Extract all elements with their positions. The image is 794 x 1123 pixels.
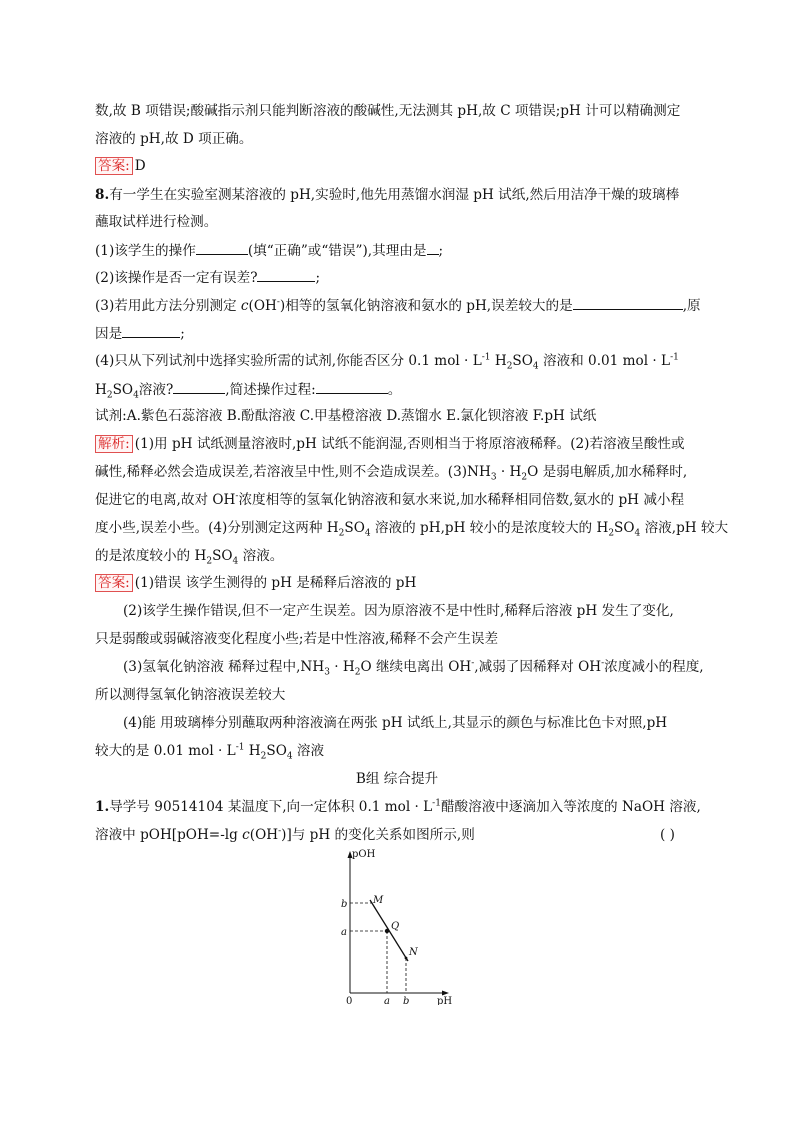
q8-p1-text-b: (填“正确”或“错误”),其理由是 bbox=[247, 243, 427, 259]
q1-text-d: )]与 pH 的变化关系如图所示,则 bbox=[281, 827, 475, 843]
q1-text-a: 导学号 90514104 某温度下,向一定体积 0.1 mol · L bbox=[109, 799, 433, 815]
q8-p3-text-d: ,原 bbox=[682, 298, 701, 314]
q8-answer-text-1: (1)错误 该学生测得的 pH 是稀释后溶液的 pH bbox=[134, 575, 417, 591]
q8-p4-end: 。 bbox=[387, 382, 402, 398]
q1-text-b: 醋酸溶液中逐滴加入等浓度的 NaOH 溶液, bbox=[440, 799, 701, 815]
q8-p2-end: ; bbox=[315, 270, 321, 286]
q8-part-3 bbox=[95, 296, 701, 315]
answer-tag-2: 答案: bbox=[95, 574, 133, 592]
q8-part-1 bbox=[95, 241, 443, 260]
q8-part-4-b bbox=[95, 380, 401, 399]
q8-ans3-sub2: 2 bbox=[354, 667, 361, 678]
point-q bbox=[385, 929, 389, 933]
q8-p4-sub4-b: 4 bbox=[133, 390, 139, 401]
q8-analysis-2 bbox=[95, 463, 687, 481]
q8-analysis-text-3b: 浓度相等的氢氧化钠溶液和氨水来说,加水稀释相同倍数,氨水的 pH 减小程 bbox=[238, 492, 685, 508]
q8-ans3-sup: - bbox=[471, 658, 475, 669]
q8-p3-text: (3)若用此方法分别测定 bbox=[95, 298, 241, 314]
q1-text-c: 溶液中 pOH[pOH=-lg bbox=[95, 827, 243, 843]
q8-ans4-so: SO bbox=[266, 743, 287, 759]
prev-answer bbox=[95, 157, 146, 175]
q8-an4-sub2: 2 bbox=[338, 528, 345, 539]
q8-p3-text-b: )相等的氢氧化钠溶液和氨水的 pH,误差较大的是 bbox=[279, 298, 573, 314]
q8-answer-1 bbox=[95, 574, 416, 592]
q8-p4-so: SO bbox=[512, 353, 533, 369]
q1-c: c bbox=[242, 827, 250, 843]
q8-p3-text-e: 因是 bbox=[95, 326, 123, 342]
q8-reagents: 试剂:A.紫色石蕊溶液 B.酚酞溶液 C.甲基橙溶液 D.蒸馏水 E.氯化钡溶液 F.pH 试纸 bbox=[95, 408, 597, 424]
poh-ph-graph bbox=[335, 845, 460, 1005]
q1-sup-2: - bbox=[278, 826, 282, 837]
q8-an4-so: SO bbox=[344, 520, 365, 536]
q8-p4-h: H bbox=[490, 353, 507, 369]
q8-p4-sup-2: -1 bbox=[670, 352, 679, 363]
q8-p4-text: (4)只从下列试剂中选择实验所需的试剂,你能否区分 0.1 mol · L bbox=[95, 353, 482, 369]
q8-part-2 bbox=[95, 268, 320, 287]
q8-ans3-h: · H bbox=[329, 659, 355, 675]
q8-analysis-text-2: 碱性,稀释必然会造成误差,若溶液呈中性,则不会造成误差。(3)NH bbox=[95, 464, 491, 480]
tick-a-y: a bbox=[341, 927, 347, 938]
q1-line-2 bbox=[95, 826, 705, 844]
q8-p4-text-e: 溶液? bbox=[138, 382, 174, 398]
q8-p4-h2: H bbox=[95, 382, 107, 398]
q8-answer-2b: 只是弱酸或弱碱溶液变化程度小些;若是中性溶液,稀释不会产生误差 bbox=[95, 631, 499, 647]
q1-number: 1. bbox=[95, 799, 110, 815]
q8-p4-sub2-b: 2 bbox=[106, 390, 113, 401]
q8-answer-3b: 所以测得氢氧化钠溶液误差较大 bbox=[95, 687, 286, 703]
q8-analysis-text-5a: 的是浓度较小的 H bbox=[95, 548, 207, 564]
q8-analysis-text-4a: 度小些,误差小些。(4)分别测定这两种 H bbox=[95, 520, 339, 536]
q8-p2-text: (2)该操作是否一定有误差? bbox=[95, 270, 258, 286]
q8-answer-2a: (2)该学生操作错误,但不一定产生误差。因为原溶液不是中性时,稀释后溶液 pH 发生了变化, bbox=[123, 603, 674, 619]
q8-p1-text: (1)该学生的操作 bbox=[95, 243, 196, 259]
q8-analysis-text-1: (1)用 pH 试纸测量溶液时,pH 试纸不能润湿,否则相当于将原溶液稀释。(2)若溶液呈酸性或 bbox=[134, 436, 685, 452]
q8-analysis-text-5b: 溶液。 bbox=[238, 548, 284, 564]
q8-ans4-sub4: 4 bbox=[286, 751, 293, 762]
q8-an-sub3: 3 bbox=[490, 472, 497, 483]
q8-ans3-text-b: O 继续电离出 OH bbox=[360, 659, 472, 675]
q8-analysis-5 bbox=[95, 547, 283, 565]
q8-an4-sub4-b: 4 bbox=[634, 528, 641, 539]
q8-analysis-text-4c: 溶液,pH 较大 bbox=[640, 520, 729, 536]
q8-ans3-text-d: 浓度减小的程度, bbox=[604, 659, 704, 675]
q8-stem-2: 蘸取试样进行检测。 bbox=[95, 214, 218, 230]
origin-label: 0 bbox=[346, 996, 353, 1005]
answer-parenthesis[interactable]: ( ) bbox=[660, 827, 675, 843]
q8-p4-sub2: 2 bbox=[506, 361, 513, 372]
point-n bbox=[405, 957, 408, 960]
y-axis-label: pOH bbox=[352, 849, 376, 860]
label-n: N bbox=[409, 947, 418, 958]
answer-tag: 答案: bbox=[95, 157, 133, 175]
q8-analysis-4 bbox=[95, 519, 728, 537]
q8-ans4-h: H bbox=[244, 743, 261, 759]
q8-ans3-sub3: 3 bbox=[324, 667, 330, 678]
label-q: Q bbox=[391, 921, 400, 932]
q8-p1-reason-blank[interactable] bbox=[427, 241, 439, 255]
q8-p4-blank[interactable] bbox=[173, 380, 225, 394]
q8-p3-c: c bbox=[240, 298, 249, 314]
q8-number: 8. bbox=[95, 187, 110, 203]
q8-part-4 bbox=[95, 352, 679, 370]
label-m: M bbox=[373, 895, 384, 906]
q8-p1-end: ; bbox=[438, 243, 444, 259]
x-axis-label: pH bbox=[437, 996, 453, 1005]
q8-part-3-b bbox=[95, 324, 185, 343]
q8-ans3-sup-2: - bbox=[601, 658, 605, 669]
prev-answer-value: D bbox=[134, 158, 146, 174]
q8-ans4-sub2: 2 bbox=[260, 751, 267, 762]
q8-answer-4b bbox=[95, 742, 324, 760]
q8-analysis-text-3a: 促进它的电离,故对 OH bbox=[95, 492, 236, 508]
q8-an5-so: SO bbox=[212, 548, 233, 564]
q8-p3-oh: (OH bbox=[248, 298, 277, 314]
q1-sup: -1 bbox=[432, 798, 441, 809]
q8-an4-so-b: SO bbox=[614, 520, 635, 536]
q8-p4-text-f: ,简述操作过程: bbox=[225, 382, 316, 398]
q8-analysis-1 bbox=[95, 435, 685, 453]
intro-line-1: 数,故 B 项错误;酸碱指示剂只能判断溶液的酸碱性,无法测其 pH,故 C 项错误;pH 计可以精确测定 bbox=[95, 103, 681, 119]
x-axis-arrow bbox=[442, 991, 449, 996]
q8-p3-sup: - bbox=[276, 297, 280, 308]
q8-answer-3a bbox=[123, 658, 704, 676]
q8-an4-sub2-b: 2 bbox=[608, 528, 615, 539]
q8-p4-procedure-blank[interactable] bbox=[316, 380, 388, 394]
q8-an5-sub4: 4 bbox=[232, 556, 239, 567]
q8-p4-sub4: 4 bbox=[532, 361, 539, 372]
q8-analysis-text-4b: 溶液的 pH,pH 较小的是浓度较大的 H bbox=[370, 520, 609, 536]
q8-answer-4b-text: 较大的是 0.01 mol · L bbox=[95, 743, 236, 759]
q8-p3-reason-blank[interactable] bbox=[122, 324, 180, 338]
q1-oh: (OH bbox=[249, 827, 279, 843]
q8-ans4-end: 溶液 bbox=[292, 743, 325, 759]
q8-analysis-3 bbox=[95, 491, 684, 509]
q8-p3-end: ; bbox=[180, 326, 185, 342]
q8-p3-blank[interactable] bbox=[573, 296, 683, 310]
q8-an4-sub4: 4 bbox=[364, 528, 371, 539]
q8-p1-blank[interactable] bbox=[196, 241, 248, 255]
q1-line-1 bbox=[95, 798, 701, 816]
tick-a-x: a bbox=[384, 996, 390, 1005]
tick-b-y: b bbox=[341, 899, 348, 910]
q8-p4-sup: -1 bbox=[481, 352, 491, 363]
q8-analysis-text-2c: O 是弱电解质,加水稀释时, bbox=[527, 464, 688, 480]
q8-stem-text: 有一学生在实验室测某溶液的 pH,实验时,他先用蒸馏水润湿 pH 试纸,然后用洁净干燥的玻璃棒 bbox=[109, 187, 680, 203]
q8-an5-sub2: 2 bbox=[206, 556, 213, 567]
q8-answer-3a-text: (3)氢氧化钠溶液 稀释过程中,NH bbox=[123, 659, 325, 675]
q8-p4-so-b: SO bbox=[112, 382, 134, 398]
q8-answer-4a: (4)能 用玻璃棒分别蘸取两种溶液滴在两张 pH 试纸上,其显示的颜色与标准比色卡对照,pH bbox=[123, 715, 668, 731]
tick-b-x: b bbox=[403, 996, 410, 1005]
q8-an-sup: - bbox=[235, 491, 239, 502]
intro-line-2: 溶液的 pH,故 D 项正确。 bbox=[95, 131, 253, 147]
q8-p4-text-c: 溶液和 0.01 mol · L bbox=[538, 353, 671, 369]
q8-an-h: · H bbox=[496, 464, 522, 480]
q8-an-sub2: 2 bbox=[521, 472, 528, 483]
q8-p2-blank[interactable] bbox=[257, 268, 315, 282]
q8-ans3-text-c: ,减弱了因稀释对 OH bbox=[474, 659, 602, 675]
q8-stem-1 bbox=[95, 186, 679, 204]
q8-ans4-sup: -1 bbox=[235, 742, 245, 753]
analysis-tag: 解析: bbox=[95, 435, 133, 453]
section-heading: B组 综合提升 bbox=[355, 771, 439, 787]
